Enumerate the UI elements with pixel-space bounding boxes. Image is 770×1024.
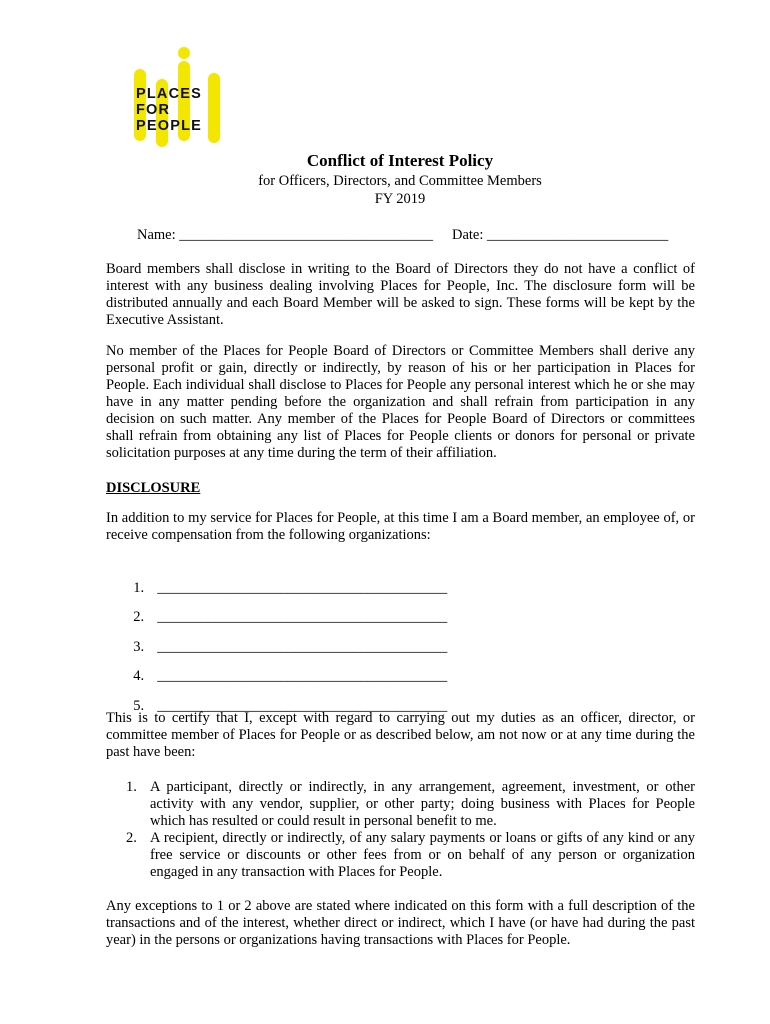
disclosure-heading: DISCLOSURE <box>106 480 201 496</box>
blank-number: 3. <box>133 639 145 655</box>
organization-blank-2[interactable] <box>126 592 447 626</box>
name-field[interactable]: Name: ___________________________________ <box>137 227 434 243</box>
blank-line[interactable]: ________________________________________ <box>157 668 448 684</box>
intro-paragraph-1: Board members shall disclose in writing to the Board of Directors they do not have a conflict of interest with any business dealing involving Places for People, Inc. The disclosure form will be distributed annually and each Board Member will be asked to sign. These forms will be kept by the Executive Assistant. <box>106 261 695 328</box>
organization-blank-4[interactable] <box>126 651 447 685</box>
condition-item <box>126 830 695 881</box>
document-subtitle: for Officers, Directors, and Committee Members <box>258 173 542 189</box>
logo-bar-4 <box>208 73 220 143</box>
logo-text-line3: PEOPLE <box>136 118 203 134</box>
condition-number: 2. <box>126 830 137 846</box>
logo-text-line2: FOR <box>136 102 171 118</box>
document-title: Conflict of Interest Policy <box>306 151 494 170</box>
condition-item <box>126 779 695 830</box>
conditions-list <box>126 779 695 881</box>
logo-dot <box>178 47 190 59</box>
date-field[interactable]: Date: _________________________ <box>452 227 669 243</box>
disclosure-intro: In addition to my service for Places for People, at this time I am a Board member, an employee of, or receive compensation from the following organizations: <box>106 510 695 543</box>
blank-line[interactable]: ________________________________________ <box>157 698 448 714</box>
certify-paragraph: This is to certify that I, except with regard to carrying out my duties as an officer, director, or committee member of Places for People or as described below, am not now or at any time during the past have been: <box>106 710 695 760</box>
blank-line[interactable]: ________________________________________ <box>157 580 448 596</box>
condition-text: A participant, directly or indirectly, in any arrangement, agreement, investment, or other activity with any vendor, supplier, or other party; doing business with Places for People which has resulted or could result in personal benefit to me. <box>150 779 695 829</box>
intro-paragraph-2: No member of the Places for People Board of Directors or Committee Members shall derive any personal profit or gain, directly or indirectly, by reason of his or her participation in Places for People. Each individual shall disclose to Places for People any personal interest which he or she may have in any matter pending before the organization and shall refrain from participation in any decision on such matter. Any member of the Places for People Board of Directors or committees shall refrain from obtaining any list of Places for People clients or donors for personal or private solicitation purposes at any time during the term of their affiliation. <box>106 343 695 461</box>
logo-text-line1: PLACES <box>136 86 203 102</box>
blank-number: 1. <box>133 580 145 596</box>
condition-text: A recipient, directly or indirectly, of any salary payments or loans or gifts of any kind or any free service or discounts or other fees from or on behalf of any person or organization engaged in any transaction with Places for People. <box>150 830 695 880</box>
blank-line[interactable]: ________________________________________ <box>157 639 448 655</box>
blank-number: 2. <box>133 609 145 625</box>
exceptions-paragraph: Any exceptions to 1 or 2 above are stated where indicated on this form with a full description of the transactions and of the interest, whether direct or indirect, which I have (or have had during the past year) in the persons or organizations having transactions with Places for People. <box>106 898 695 948</box>
blank-number: 5. <box>133 698 145 714</box>
condition-number: 1. <box>126 779 137 795</box>
blank-number: 4. <box>133 668 145 684</box>
blank-line[interactable]: ________________________________________ <box>157 609 448 625</box>
fiscal-year: FY 2019 <box>374 191 426 207</box>
